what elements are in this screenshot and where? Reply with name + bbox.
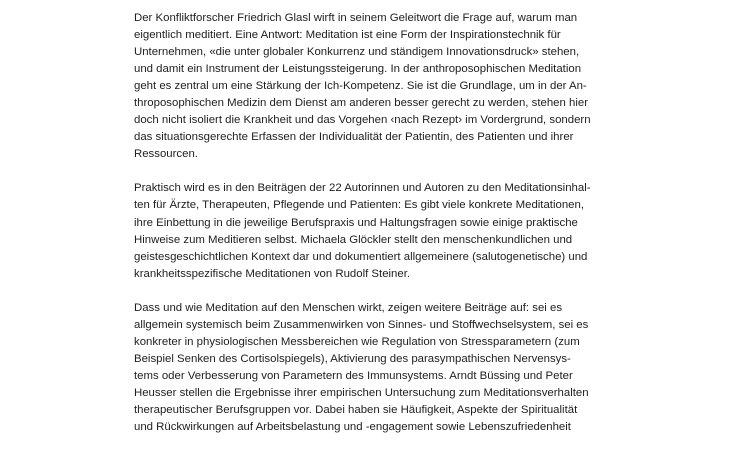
- text-line: krankheitsspezifische Meditationen von Rudolf Steiner.: [134, 267, 411, 280]
- text-line: Der Konfliktforscher Friedrich Glasl wirft in seinem Geleitwort die Frage auf, warum man: [134, 12, 578, 24]
- text-line: eigentlich meditiert. Eine Antwort: Meditation ist eine Form der Inspirationstechnik für: [134, 29, 561, 42]
- text-line: konkreter in physiologischen Messbereichen wie Regulation von Stressparametern (zum: [134, 335, 580, 348]
- paragraph-2: [134, 180, 624, 282]
- text-line: Hinweise zum Meditieren selbst. Michaela Glöckler stellt den menschenkundlichen und: [134, 233, 573, 246]
- text-line: Praktisch wird es in den Beiträgen der 22 Autorinnen und Autoren zu den Meditationsinhal-: [134, 182, 591, 195]
- text-line: tems oder Verbesserung von Parametern des Immunsystems. Arndt Büssing und Peter: [134, 369, 573, 382]
- text-line: doch nicht isoliert die Krankheit und das Vorgehen ‹nach Rezept› im Vordergrund, sondern: [134, 114, 591, 127]
- text-line: ihre Einbettung in die jeweilige Berufspraxis und Haltungsfragen sowie einige praktische: [134, 216, 578, 229]
- text-line: und Rückwirkungen auf Arbeitsbelastung und -engagement sowie Lebenszufriedenheit: [134, 421, 571, 434]
- text-line: therapeutischer Berufsgruppen vor. Dabei haben sie Häufigkeit, Aspekte der Spiritualität: [134, 403, 578, 416]
- text-line: Beispiel Senken des Cortisolspiegels), Aktivierung des parasympathischen Nervensys-: [134, 352, 571, 365]
- text-line: Ressourcen.: [134, 148, 198, 161]
- text-line: ten für Ärzte, Therapeuten, Pflegende und Patienten: Es gibt viele konkrete Meditationen,: [134, 199, 585, 212]
- text-line: geistesgeschichtlichen Kontext dar und dokumentiert allgemeinere (salutogenetische) und: [134, 250, 588, 263]
- text-line: throposophischen Medizin dem Dienst am anderen besser gerecht zu werden, stehen hier: [134, 97, 588, 110]
- text-line: allgemein systemisch beim Zusammenwirken von Sinnes- und Stoffwechselsystem, sei es: [134, 318, 589, 331]
- paragraph-1: [134, 10, 624, 163]
- text-line: geht es zentral um eine Stärkung der Ich-Kompetenz. Sie ist die Grundlage, um in der An-: [134, 80, 587, 93]
- body-text: [134, 10, 624, 453]
- paragraph-3: [134, 300, 624, 436]
- text-line: Unternehmen, «die unter globaler Konkurrenz und ständigem Innovationsdruck» stehen,: [134, 46, 580, 59]
- text-line: Heusser stellen die Ergebnisse ihrer empirischen Untersuchung zum Meditationsverhalten: [134, 386, 589, 399]
- text-line: und damit ein Instrument der Leistungssteigerung. In der anthroposophischen Meditation: [134, 63, 582, 76]
- text-line: das situationsgerechte Erfassen der Individualität der Patientin, des Patienten und ihrer: [134, 131, 574, 144]
- text-line: Dass und wie Meditation auf den Menschen wirkt, zeigen weitere Beiträge auf: sei es: [134, 301, 563, 314]
